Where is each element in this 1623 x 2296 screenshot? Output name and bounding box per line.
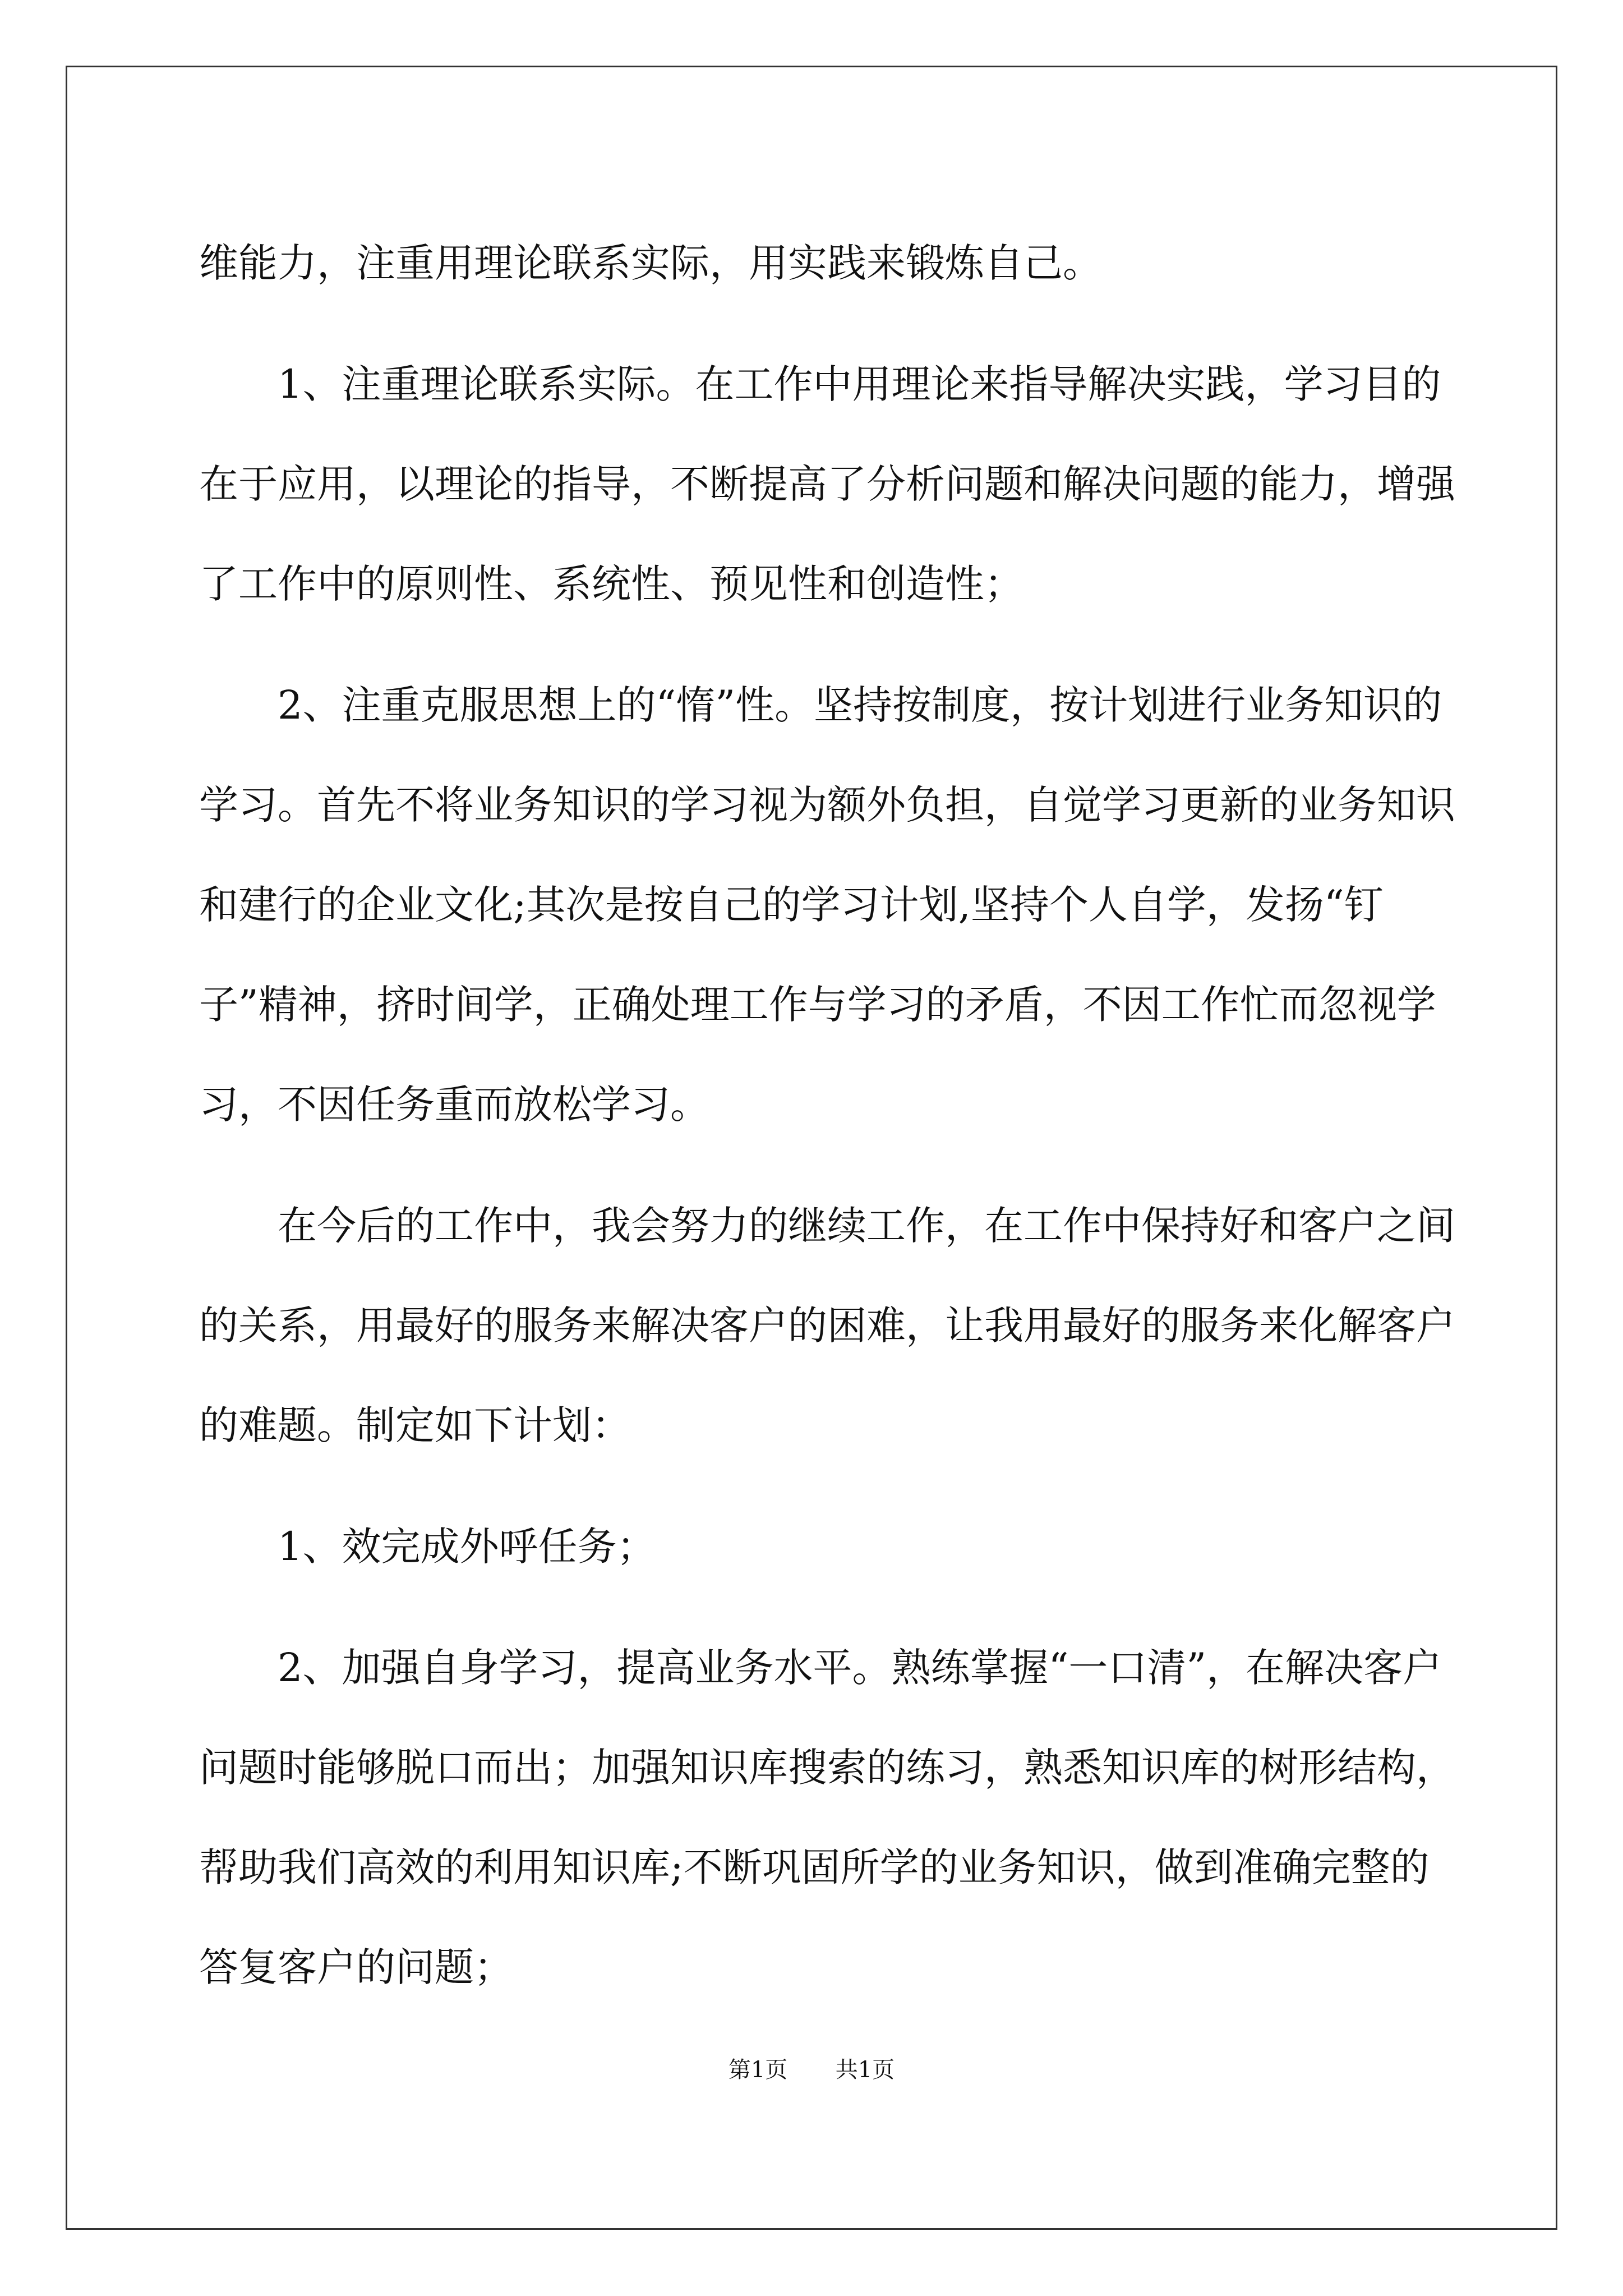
- paragraph-plan-1: 1、效完成外呼任务；: [278, 1524, 656, 1570]
- page-footer: [0, 2056, 1623, 2084]
- paragraph-item-1: 1、注重理论联系实际。在工作中用理论来指导解决实践，学习目的在于应用，以理论的指导，不断提高了分析问题和解决问题的能力，增强了工作中的原则性、系统性、预见性和创造性；: [199, 361, 1455, 607]
- paragraph-plan-2: 2、加强自身学习，提高业务水平。熟练掌握“一口清”，在解决客户问题时能够脱口而出；加强知识库搜索的练习，熟悉知识库的树形结构，帮助我们高效的利用知识库;不断巩固所学的业务知识，做到准确完整的答复客户的问题；: [199, 1645, 1455, 1990]
- page-number: 第1页: [728, 2057, 788, 2083]
- paragraph-item-2: 2、注重克服思想上的“惰”性。坚持按制度，按计划进行业务知识的学习。首先不将业务知识的学习视为额外负担，自觉学习更新的业务知识和建行的企业文化;其次是按自己的学习计划,坚持个人自学，发扬“钉子”精神，挤时间学，正确处理工作与学习的矛盾，不因工作忙而忽视学习，不因任务重而放松学习。: [199, 682, 1455, 1128]
- paragraph-continuation: 维能力，注重用理论联系实际，用实践来锻炼自己。: [199, 240, 1102, 286]
- document-body: [199, 213, 1455, 2039]
- paragraph-future-work: 在今后的工作中，我会努力的继续工作，在工作中保持好和客户之间的关系，用最好的服务来解决客户的困难，让我用最好的服务来化解客户的难题。制定如下计划：: [199, 1203, 1455, 1448]
- page-total: 共1页: [835, 2057, 895, 2083]
